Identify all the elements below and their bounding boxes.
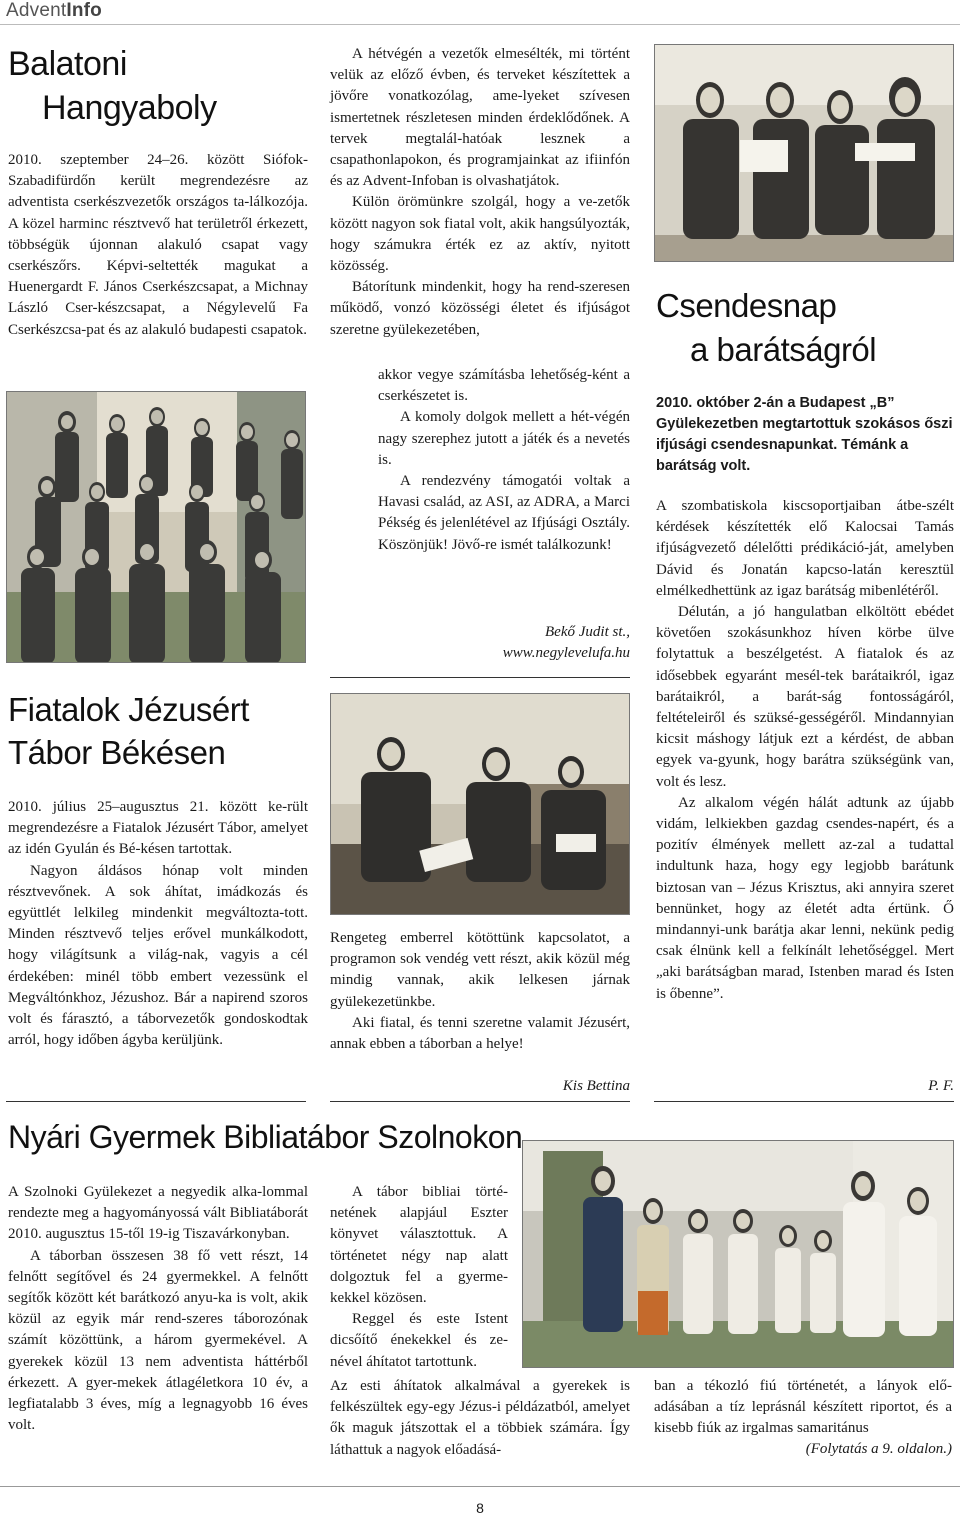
- article-body-balatoni-narrow: [378, 365, 630, 556]
- title-line-2: a barátságról: [690, 331, 877, 368]
- continued-note: (Folytatás a 9. oldalon.): [805, 1441, 952, 1457]
- paragraph: A rendezvény támogatói voltak a Havasi család, az ASI, az ADRA, a Marci Pékség és jelenlétével az Ifjúsági Osztály. Köszönjük! Jövő-re ismét találkozunk!: [378, 473, 630, 553]
- article-lead-csendesnap: 2010. október 2-án a Budapest „B” Gyülekezetben megtartottuk szokásos őszi ifjúsági csendesnapunkat. Témánk a barátság volt.: [656, 395, 953, 474]
- masthead-rule: [0, 24, 960, 25]
- article-title-fiatalok: [8, 688, 308, 774]
- article-title-csendesnap: [656, 284, 956, 372]
- paragraph: ban a tékozló fiú történetét, a lányok elő-adásában a tíz leprásnál készített riportot, és a kisebb fiúk az irgalmas samaritánus: [654, 1378, 952, 1437]
- paragraph: A táborban összesen 38 fő vett részt, 14 felnőtt segítővel és 24 gyermekkel. A felnőtt segítők között két barátkozó anyu-ka is volt, akik közül az egyik már rend-szeres táborozónak számít közöttünk, a három gyermekével. A gyerekek közül 13 nem adventista háttérből érkezett. A gyer-mekek átlagéletkora 10 év, a legfiatalabb 3 éves, míg a legnagyobb 16 éves volt.: [8, 1247, 308, 1434]
- signature-name: Bekő Judit st.,: [545, 624, 630, 640]
- paragraph: Délután, a jó hangulatban elköltött ebédet követően szokásunkhoz híven körbe ülve folytattuk a beszélgetést. A fiatalok és az idősebbek egyaránt mesél-tek barátaikról, igaz barátaikról, a barát-ság fontosságáról, feltételeiről és szüksé-gességéről. Mindannyian kicsit máshogy látjuk ezt a kérdést, de abban egyek va-gyunk, hogy barátra szükségünk van, volt és lesz.: [656, 604, 954, 790]
- article-body-szolnok-col2-narrow: [330, 1182, 508, 1373]
- title-line-2: Tábor Békésen: [8, 734, 226, 771]
- paragraph: A Szolnoki Gyülekezet a negyedik alka-lommal rendezte meg a hagyományossá vált Bibliatáborát 2010. augusztus 15-től 19-ig Tiszavárkonyban.: [8, 1184, 308, 1243]
- footer-rule: [0, 1486, 960, 1487]
- title-line-2: Hangyaboly: [42, 89, 217, 127]
- signature-balatoni: [378, 622, 630, 664]
- photo-girls-singing: [654, 44, 954, 262]
- paragraph: akkor vegye számításba lehetőség-ként a cserkészetet is.: [378, 367, 630, 405]
- paragraph: A szombatiskola kiscsoportjaiban átbe-szélt kérdések készítették elő Kalocsai Tamás ifjúságvezető délelőtti prédikáció-ját, amelyben Dávid és Jonatán kapcso-latán keresztül elmélkedhettünk az igaz barátság mibenlétéről.: [656, 498, 954, 599]
- paragraph: Nagyon áldásos hónap volt minden résztvevőnek. A sok áhítat, imádkozás és együttlét lelkileg mindenkit megváltozta-tott. Minden résztvevő teljes erővel munkálkodott, hogy világítsunk a világ-nak, vagyis a cél érdekében: minél több embert vezessünk el Megváltónkhoz, Jézushoz. Bár a napirend szoros volt és fárasztó, a táborvezetők gondoskodtak arról, hogy időben ágyba kerüljünk.: [8, 862, 308, 1049]
- article-title-szolnok: Nyári Gyermek Bibliatábor Szolnokon: [8, 1119, 523, 1155]
- column-divider: [6, 1101, 306, 1102]
- photo-reading-bible-sofa: [330, 693, 630, 915]
- paragraph: 2010. szeptember 24–26. között Siófok-Szabadifürdőn került megrendezésre az adventista cserkészvezetők országos ta-lálkozója. A közel harminc résztvevő hat területről érkezett, többségük újonnan alakuló csapat vagy cserkészőrs. Képvi-seltették magukat a Huenergardt F. János Cserkészcsapat, a Michnay László Cser-készcsapat, a Négylevelű Fa Cserkészcsa-pat és az alakuló budapesti csapatok.: [8, 152, 308, 338]
- paragraph: A tábor bibliai törté-netének alapjául Eszter könyvet választottuk. A történetet négy nap alatt dolgoztuk fel a gyerme-kekkel közösen.: [330, 1184, 508, 1307]
- column-divider: [330, 1101, 630, 1102]
- photo-scout-leaders-group-image: [7, 392, 306, 663]
- signature-fiatalok: Kis Bettina: [562, 1078, 630, 1094]
- paragraph: A hétvégén a vezetők elmesélték, mi történt velük az előző évben, és terveket készítettek a jövőre vonatkozólag, ame-lyeket szívesen ismertetnek részletesen minden érdeklődőnek. A tervek megtalál-hatóak lesznek a csapathonlapokon, és programjainkat az ifiinfón és az Advent-Infoban is olvashatjátok.: [330, 46, 630, 190]
- paragraph: Reggel és este Istent dicsőítő énekekkel és ze-nével áhítatot tartottunk.: [330, 1311, 508, 1370]
- masthead-brand-regular: Advent: [6, 0, 67, 21]
- article-body-szolnok-col3: [654, 1376, 952, 1440]
- article-body-fiatalok: [8, 797, 308, 1051]
- title-line-1: Csendesnap: [656, 287, 837, 324]
- article-body-balatoni-continued: [330, 44, 630, 341]
- paragraph: Az alkalom végén hálát adtunk az újabb vidám, lelkiekben gazdag csendes-napért, és a pozitív élmények mellett az-zal a tudattal indultunk haza, hogy egy legjobb barátunk biztosan van – Jézus Krisztus, aki annyira szeret bennünket, hogy az életét adta értünk. Ő mindannyi-unk barátja akar lenni, nekünk pedig csak élnünk kell a felkínált lehetőséggel. Mert „aki barátságban marad, Istenben marad és Isten is őbenne”.: [656, 794, 954, 1002]
- masthead-brand: [6, 0, 102, 22]
- title-line-1: Balatoni: [8, 45, 127, 83]
- photo-reading-bible-sofa-image: [331, 694, 630, 915]
- paragraph: A komoly dolgok mellett a hét-végén nagy szerephez jutott a játék és a nevetés is.: [378, 409, 630, 468]
- article-title-balatoni: [8, 42, 308, 130]
- article-body-csendesnap: [656, 496, 954, 1005]
- photo-bible-camp-costumes-image: [523, 1141, 954, 1368]
- signature-csendesnap: P. F.: [928, 1078, 954, 1094]
- photo-girls-singing-image: [655, 45, 954, 262]
- article-body-fiatalok-continued: [330, 928, 630, 1055]
- paragraph: Bátorítunk mindenkit, hogy ha rend-szeresen működő, vonzó közösségi életet és ifjúságot szeretne gyülekezetében,: [330, 279, 630, 338]
- paragraph: 2010. július 25–augusztus 21. között ke-rült megrendezésre a Fiatalok Jézusért Tábor, amelyet az idén Gyulán és Bé-késen tartottak.: [8, 799, 308, 858]
- paragraph: Az esti áhítatok alkalmával a gyerekek is felkészültek egy-egy Jézus-i példázatból, amelyet ők maguk játszottak el a többiek számára. Így láthattuk a nagyok előadásá-: [330, 1378, 630, 1458]
- paragraph: Külön örömünkre szolgál, hogy a ve-zetők között nagyon sok fiatal volt, akik hangsúlyozták, hogy számukra érték ez az aktív, nyitott közösség.: [330, 194, 630, 275]
- article-body-szolnok-col2-wide: [330, 1376, 630, 1461]
- paragraph: Rengeteg emberrel kötöttünk kapcsolatot, a programon sok vendég vett részt, akik közül még mindig vannak, akik lelkesen járnak gyülekezetünkbe.: [330, 930, 630, 1010]
- photo-bible-camp-costumes: [522, 1140, 954, 1368]
- column-divider: [654, 1101, 954, 1102]
- article-body-szolnok-col1: [8, 1182, 308, 1436]
- paragraph: Aki fiatal, és tenni szeretne valamit Jézusért, annak ebben a táborban a helye!: [330, 1014, 630, 1053]
- article-body-balatoni: [8, 150, 308, 341]
- title-line-1: Fiatalok Jézusért: [8, 691, 249, 728]
- photo-scout-leaders-group: [6, 391, 306, 663]
- masthead-brand-bold: Info: [66, 0, 102, 21]
- page-number: 8: [476, 1500, 484, 1516]
- signature-url: www.negylevelufa.hu: [502, 645, 630, 661]
- column-divider: [330, 677, 630, 678]
